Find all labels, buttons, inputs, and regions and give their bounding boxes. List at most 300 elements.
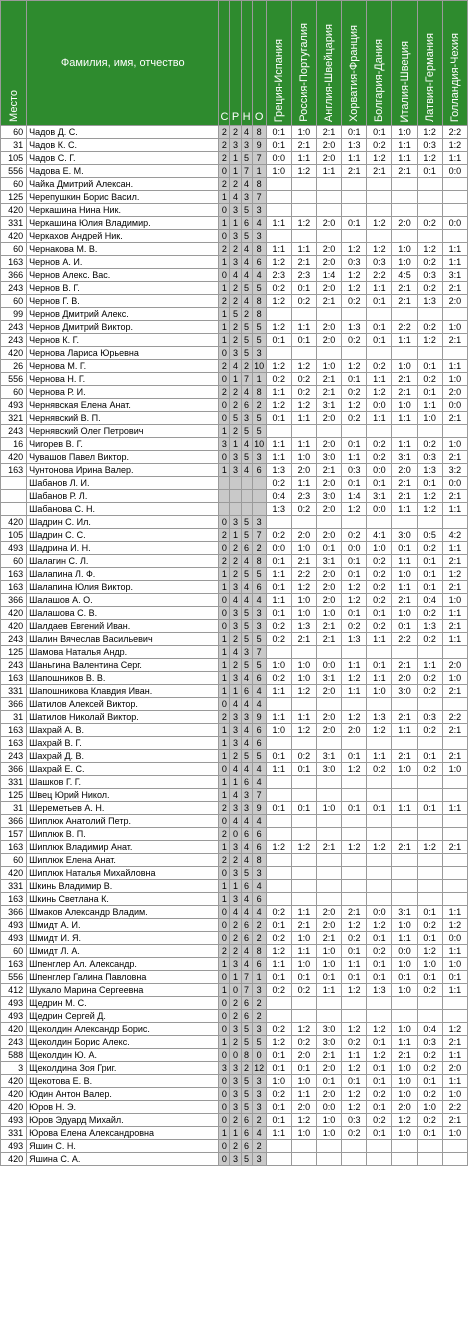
stat-cell: 3	[230, 581, 241, 594]
result-cell: 2:0	[316, 152, 341, 165]
stat-cell: 2	[252, 932, 266, 945]
result-cell: 2:0	[316, 321, 341, 334]
result-cell: 0:1	[417, 906, 442, 919]
result-cell: 2:1	[316, 126, 341, 139]
result-cell: 1:1	[442, 633, 467, 646]
result-cell: 0:1	[266, 581, 291, 594]
stat-cell: 8	[252, 386, 266, 399]
stat-cell: 1	[219, 893, 230, 906]
result-cell: 0:1	[266, 1114, 291, 1127]
result-cell	[342, 815, 367, 828]
result-cell: 0:1	[342, 373, 367, 386]
result-cell	[316, 178, 341, 191]
result-cell: 4:1	[367, 529, 392, 542]
result-cell: 1:3	[417, 464, 442, 477]
stat-cell: 4	[241, 126, 252, 139]
place-cell: 420	[1, 230, 27, 243]
result-cell: 0:2	[417, 542, 442, 555]
place-cell: 493	[1, 399, 27, 412]
result-cell: 1:0	[392, 607, 417, 620]
result-cell	[367, 347, 392, 360]
stat-cell: 3	[219, 1062, 230, 1075]
stat-cell: 4	[252, 685, 266, 698]
stat-cell: 1	[219, 321, 230, 334]
result-cell	[442, 880, 467, 893]
result-cell: 0:2	[367, 360, 392, 373]
stat-cell: 8	[252, 854, 266, 867]
result-cell: 0:2	[367, 620, 392, 633]
result-cell: 3:2	[442, 464, 467, 477]
result-cell: 1:1	[266, 217, 291, 230]
result-cell: 1:2	[291, 841, 316, 854]
result-cell: 1:1	[392, 139, 417, 152]
result-cell: 2:1	[442, 685, 467, 698]
place-cell: 60	[1, 295, 27, 308]
stat-cell: 4	[230, 191, 241, 204]
result-cell: 0:1	[266, 802, 291, 815]
stat-cell	[241, 477, 252, 490]
result-cell	[442, 178, 467, 191]
stat-cell: 3	[230, 204, 241, 217]
result-cell: 1:1	[342, 659, 367, 672]
result-cell	[342, 178, 367, 191]
result-cell: 0:2	[417, 282, 442, 295]
stat-cell: 6	[252, 724, 266, 737]
stat-cell: 0	[252, 1049, 266, 1062]
name-cell: Шмаков Александр Владим.	[27, 906, 219, 919]
result-cell: 1:2	[342, 594, 367, 607]
stat-cell: 6	[241, 880, 252, 893]
result-cell	[316, 789, 341, 802]
name-cell: Черкахов Андрей Ник.	[27, 230, 219, 243]
place-cell: 60	[1, 945, 27, 958]
result-cell	[392, 893, 417, 906]
name-cell: Чернявская Елена Анат.	[27, 399, 219, 412]
place-cell: 493	[1, 1140, 27, 1153]
result-cell: 3:0	[316, 451, 341, 464]
result-cell: 1:2	[342, 399, 367, 412]
result-cell: 0:1	[367, 477, 392, 490]
stat-cell: 2	[219, 139, 230, 152]
stat-cell: 8	[252, 126, 266, 139]
result-cell: 1:0	[291, 958, 316, 971]
name-cell: Чернова Н. Г.	[27, 373, 219, 386]
result-cell: 0:3	[417, 711, 442, 724]
result-cell: 0:2	[291, 373, 316, 386]
result-cell: 0:1	[342, 438, 367, 451]
result-cell	[392, 854, 417, 867]
stat-cell: 4	[241, 945, 252, 958]
result-cell: 1:4	[342, 490, 367, 503]
result-cell: 1:2	[342, 763, 367, 776]
result-cell: 3:0	[316, 490, 341, 503]
result-cell: 0:2	[266, 477, 291, 490]
result-cell: 2:0	[316, 217, 341, 230]
result-cell: 2:1	[367, 165, 392, 178]
name-cell: Шапошникова Клавдия Иван.	[27, 685, 219, 698]
place-cell: 493	[1, 997, 27, 1010]
result-cell	[291, 997, 316, 1010]
name-cell: Шалашов А. О.	[27, 594, 219, 607]
result-cell: 1:1	[367, 282, 392, 295]
table-row	[1, 451, 468, 464]
stat-cell: 0	[219, 542, 230, 555]
stat-cell: 1	[219, 685, 230, 698]
stat-cell: 9	[252, 711, 266, 724]
header-fio: Фамилия, имя, отчество	[27, 1, 219, 126]
stat-cell: 1	[230, 776, 241, 789]
result-cell	[392, 997, 417, 1010]
result-cell: 1:1	[442, 607, 467, 620]
result-cell	[367, 646, 392, 659]
result-cell	[291, 893, 316, 906]
name-cell: Шпенглер Галина Павловна	[27, 971, 219, 984]
name-cell: Чернов Дмитрий Алекс.	[27, 308, 219, 321]
stat-cell: 3	[230, 230, 241, 243]
place-cell: 60	[1, 555, 27, 568]
result-cell: 0:2	[417, 1114, 442, 1127]
result-cell	[291, 204, 316, 217]
result-cell: 1:1	[266, 386, 291, 399]
place-cell: 31	[1, 139, 27, 152]
stat-cell: 2	[230, 295, 241, 308]
result-cell: 0:2	[342, 620, 367, 633]
result-cell: 1:2	[266, 1036, 291, 1049]
result-cell	[392, 178, 417, 191]
table-row	[1, 1114, 468, 1127]
stat-cell: 1	[230, 217, 241, 230]
table-row	[1, 1075, 468, 1088]
result-cell: 1:2	[367, 243, 392, 256]
stat-cell: 6	[241, 542, 252, 555]
result-cell	[367, 178, 392, 191]
stat-cell: 0	[219, 165, 230, 178]
table-row	[1, 893, 468, 906]
result-cell: 0:1	[342, 555, 367, 568]
stat-cell: 1	[252, 165, 266, 178]
result-cell: 2:0	[316, 503, 341, 516]
result-cell: 0:2	[367, 139, 392, 152]
result-cell	[417, 1010, 442, 1023]
result-cell: 0:2	[367, 594, 392, 607]
result-cell: 2:0	[316, 581, 341, 594]
stat-cell: 0	[219, 1114, 230, 1127]
stat-cell: 2	[252, 542, 266, 555]
stat-cell: 4	[252, 815, 266, 828]
stat-cell: 3	[230, 1101, 241, 1114]
result-cell: 1:1	[291, 438, 316, 451]
result-cell: 0:2	[266, 620, 291, 633]
result-cell	[367, 230, 392, 243]
result-cell: 1:0	[291, 542, 316, 555]
stat-cell: 1	[230, 1127, 241, 1140]
table-row	[1, 659, 468, 672]
result-cell: 2:0	[316, 1062, 341, 1075]
stat-cell: 6	[241, 685, 252, 698]
stat-cell: 3	[252, 1023, 266, 1036]
name-cell: Шалдаев Евгений Иван.	[27, 620, 219, 633]
table-row	[1, 919, 468, 932]
result-cell: 1:2	[367, 1049, 392, 1062]
result-cell: 0:3	[342, 1114, 367, 1127]
header-stat-s: С	[219, 1, 230, 126]
stat-cell: 1	[230, 971, 241, 984]
stat-cell: 5	[241, 425, 252, 438]
result-cell: 2:0	[316, 529, 341, 542]
result-cell	[291, 178, 316, 191]
result-cell	[392, 204, 417, 217]
result-cell	[316, 425, 341, 438]
result-cell: 2:0	[442, 295, 467, 308]
result-cell: 2:0	[316, 685, 341, 698]
result-cell: 1:0	[316, 360, 341, 373]
result-cell: 1:1	[291, 321, 316, 334]
result-cell: 0:2	[266, 984, 291, 997]
result-cell	[266, 737, 291, 750]
result-cell: 1:1	[266, 763, 291, 776]
result-cell: 2:1	[291, 555, 316, 568]
stat-cell: 0	[219, 1010, 230, 1023]
result-cell: 2:1	[316, 633, 341, 646]
name-cell: Шкинь Владимир В.	[27, 880, 219, 893]
stat-cell: 6	[241, 1114, 252, 1127]
name-cell: Щеколдина Зоя Григ.	[27, 1062, 219, 1075]
result-cell: 2:1	[442, 581, 467, 594]
result-cell: 0:1	[367, 958, 392, 971]
header-stat-n: Н	[241, 1, 252, 126]
place-cell: 331	[1, 1127, 27, 1140]
place-cell: 366	[1, 269, 27, 282]
result-cell: 0:1	[417, 568, 442, 581]
stat-cell: 0	[219, 1049, 230, 1062]
result-cell: 2:1	[316, 841, 341, 854]
result-cell: 0:1	[266, 555, 291, 568]
result-cell	[442, 347, 467, 360]
result-cell: 0:0	[442, 932, 467, 945]
stat-cell: 1	[219, 984, 230, 997]
table-row	[1, 1101, 468, 1114]
place-cell: 420	[1, 204, 27, 217]
place-cell: 31	[1, 802, 27, 815]
stat-cell: 5	[241, 1088, 252, 1101]
result-cell: 1:2	[266, 321, 291, 334]
result-cell: 0:1	[266, 750, 291, 763]
result-cell	[291, 737, 316, 750]
result-cell	[342, 789, 367, 802]
result-cell: 1:2	[342, 1023, 367, 1036]
result-cell: 1:0	[417, 1101, 442, 1114]
result-cell	[316, 646, 341, 659]
stat-cell: 2	[230, 932, 241, 945]
place-cell: 163	[1, 256, 27, 269]
result-cell: 0:1	[342, 477, 367, 490]
result-cell: 0:1	[417, 386, 442, 399]
table-row	[1, 906, 468, 919]
result-cell	[417, 204, 442, 217]
stat-cell: 5	[252, 282, 266, 295]
result-cell: 1:1	[442, 360, 467, 373]
result-cell	[291, 1140, 316, 1153]
result-cell: 1:0	[392, 126, 417, 139]
result-cell: 0:2	[417, 217, 442, 230]
stat-cell: 0	[219, 269, 230, 282]
result-cell: 1:2	[367, 386, 392, 399]
result-cell	[417, 1153, 442, 1166]
table-row	[1, 529, 468, 542]
result-cell	[316, 893, 341, 906]
result-cell: 2:0	[316, 334, 341, 347]
stat-cell: 2	[230, 1114, 241, 1127]
result-cell	[417, 867, 442, 880]
stat-cell: 0	[219, 620, 230, 633]
result-cell	[342, 1010, 367, 1023]
result-cell: 3:0	[316, 1036, 341, 1049]
result-cell	[442, 204, 467, 217]
stat-cell: 4	[252, 906, 266, 919]
result-cell: 0:2	[266, 373, 291, 386]
result-cell: 3:0	[392, 529, 417, 542]
result-cell: 1:1	[266, 438, 291, 451]
result-cell: 1:2	[367, 724, 392, 737]
result-cell	[291, 854, 316, 867]
stat-cell: 1	[219, 958, 230, 971]
place-cell: 243	[1, 659, 27, 672]
stat-cell: 1	[230, 438, 241, 451]
result-cell	[342, 230, 367, 243]
result-cell	[316, 347, 341, 360]
stat-cell: 3	[252, 867, 266, 880]
stat-cell: 4	[252, 698, 266, 711]
result-cell	[417, 191, 442, 204]
result-cell	[291, 815, 316, 828]
name-cell: Шахрай Е. С.	[27, 763, 219, 776]
header-match-6: Италия-Швеция	[392, 1, 417, 126]
stat-cell: 2	[219, 386, 230, 399]
result-cell: 0:1	[367, 971, 392, 984]
result-cell	[266, 776, 291, 789]
result-cell: 1:1	[266, 243, 291, 256]
table-row	[1, 945, 468, 958]
result-cell: 2:0	[316, 438, 341, 451]
result-cell	[342, 308, 367, 321]
result-cell: 1:0	[291, 659, 316, 672]
result-cell: 2:0	[316, 724, 341, 737]
result-cell: 2:0	[316, 1088, 341, 1101]
result-cell	[367, 828, 392, 841]
result-cell: 1:1	[442, 1049, 467, 1062]
header-row	[1, 1, 468, 126]
result-cell	[392, 230, 417, 243]
stat-cell: 1	[219, 464, 230, 477]
result-cell	[392, 646, 417, 659]
place-cell: 331	[1, 685, 27, 698]
table-row	[1, 295, 468, 308]
header-match-4: Хорватия-Франция	[342, 1, 367, 126]
stat-cell: 2	[219, 126, 230, 139]
stat-cell: 0	[219, 815, 230, 828]
result-cell: 2:1	[442, 841, 467, 854]
result-cell: 2:1	[392, 386, 417, 399]
stat-cell: 4	[241, 763, 252, 776]
result-cell: 0:1	[417, 477, 442, 490]
place-cell: 420	[1, 607, 27, 620]
result-cell: 2:0	[291, 1101, 316, 1114]
result-cell: 1:0	[316, 945, 341, 958]
table-row	[1, 646, 468, 659]
result-cell: 1:1	[266, 1127, 291, 1140]
place-cell: 163	[1, 724, 27, 737]
name-cell: Шалашова С. В.	[27, 607, 219, 620]
stat-cell: 2	[252, 1114, 266, 1127]
stat-cell: 3	[230, 893, 241, 906]
name-cell: Щеколдин Ю. А.	[27, 1049, 219, 1062]
result-cell: 0:2	[266, 906, 291, 919]
stat-cell: 0	[219, 1140, 230, 1153]
stat-cell: 1	[219, 646, 230, 659]
result-cell	[367, 1140, 392, 1153]
table-row	[1, 412, 468, 425]
place-cell: 163	[1, 464, 27, 477]
result-cell: 3:1	[442, 269, 467, 282]
result-cell: 1:0	[392, 256, 417, 269]
result-cell: 0:4	[417, 1023, 442, 1036]
result-cell: 1:0	[291, 126, 316, 139]
result-cell: 0:1	[367, 334, 392, 347]
result-cell	[316, 698, 341, 711]
result-cell	[316, 308, 341, 321]
stat-cell: 2	[230, 555, 241, 568]
name-cell: Щедрин Сергей Д.	[27, 1010, 219, 1023]
stat-cell: 1	[219, 191, 230, 204]
result-cell: 1:3	[342, 321, 367, 334]
result-cell	[442, 789, 467, 802]
result-cell	[342, 893, 367, 906]
table-row	[1, 334, 468, 347]
result-cell: 1:1	[291, 1088, 316, 1101]
result-cell: 0:2	[367, 945, 392, 958]
table-row	[1, 880, 468, 893]
result-cell: 0:2	[266, 932, 291, 945]
result-cell	[442, 191, 467, 204]
result-cell	[367, 698, 392, 711]
result-cell: 1:1	[392, 724, 417, 737]
stat-cell: 7	[241, 165, 252, 178]
stat-cell: 7	[252, 152, 266, 165]
result-cell	[367, 1010, 392, 1023]
result-cell: 1:1	[442, 945, 467, 958]
stat-cell: 3	[241, 646, 252, 659]
result-cell	[417, 815, 442, 828]
table-row	[1, 477, 468, 490]
stat-cell: 4	[241, 893, 252, 906]
name-cell: Чернов Г. В.	[27, 295, 219, 308]
result-cell: 1:0	[291, 1127, 316, 1140]
result-cell	[417, 789, 442, 802]
result-cell: 2:1	[316, 1049, 341, 1062]
place-cell: 366	[1, 698, 27, 711]
stat-cell: 6	[252, 893, 266, 906]
result-cell: 0:0	[367, 906, 392, 919]
result-cell: 1:2	[266, 360, 291, 373]
stat-cell: 7	[252, 789, 266, 802]
place-cell: 105	[1, 529, 27, 542]
table-row	[1, 867, 468, 880]
result-cell: 0:2	[266, 282, 291, 295]
stat-cell: 0	[219, 906, 230, 919]
result-cell: 3:0	[316, 763, 341, 776]
result-cell: 2:0	[316, 906, 341, 919]
result-cell	[316, 854, 341, 867]
